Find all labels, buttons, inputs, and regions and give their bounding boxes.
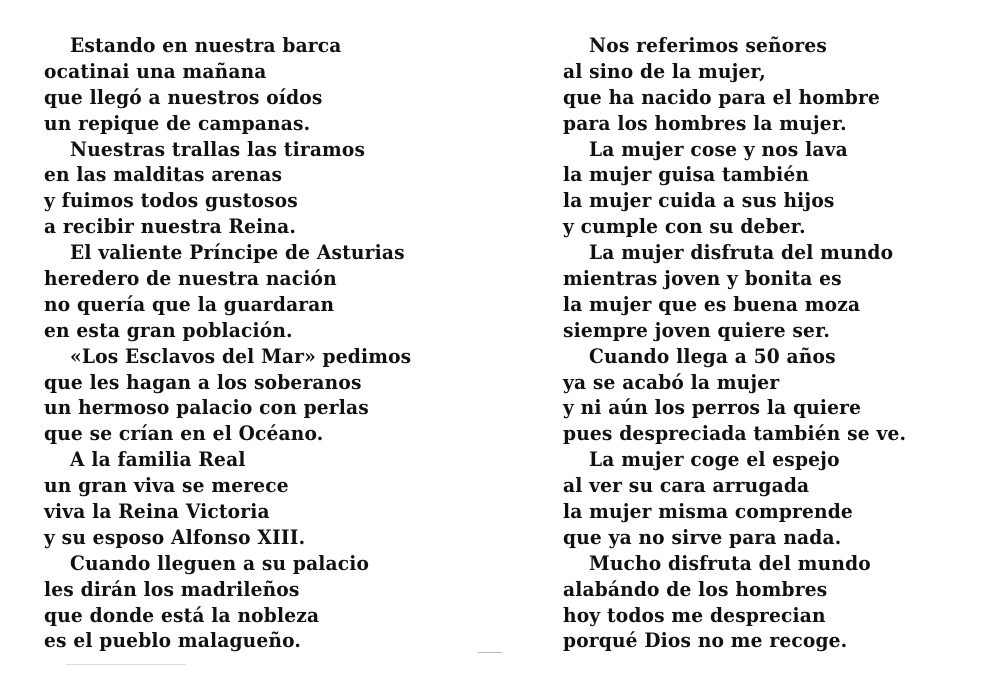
poem-line: la mujer guisa también (563, 162, 810, 187)
poem-line: que donde está la nobleza (44, 602, 320, 627)
poem-line: La mujer cose y nos lava (589, 136, 848, 161)
scan-smudge (66, 664, 186, 665)
poem-line: hoy todos me desprecian (563, 602, 826, 627)
left-poem-column (44, 33, 464, 654)
poem-line: la mujer cuida a sus hijos (563, 188, 835, 213)
poem-line: en las malditas arenas (44, 162, 283, 187)
poem-line: que se crían en el Océano. (44, 421, 324, 446)
poem-line: un repique de campanas. (44, 110, 311, 135)
poem-line: porqué Dios no me recoge. (563, 628, 848, 653)
poem-line: que ya no sirve para nada. (563, 524, 842, 549)
poem-line: pues despreciada también se ve. (563, 421, 907, 446)
poem-line: la mujer que es buena moza (563, 291, 861, 316)
poem-line: Mucho disfruta del mundo (589, 550, 871, 575)
poem-line: es el pueblo malagueño. (44, 628, 302, 653)
poem-line: les dirán los madrileños (44, 576, 300, 601)
poem-line: heredero de nuestra nación (44, 266, 337, 291)
poem-line: ya se acabó la mujer (563, 369, 780, 394)
poem-line: no quería que la guardaran (44, 291, 335, 316)
poem-line: «Los Esclavos del Mar» pedimos (70, 343, 412, 368)
poem-line: y cumple con su deber. (563, 214, 806, 239)
poem-line: Cuando llega a 50 años (589, 343, 836, 368)
poem-line: en esta gran población. (44, 317, 293, 342)
poem-line: a recibir nuestra Reina. (44, 214, 297, 239)
poem-line: El valiente Príncipe de Asturias (70, 240, 405, 265)
poem-line: y su esposo Alfonso XIII. (44, 524, 306, 549)
poem-line: un hermoso palacio con perlas (44, 395, 369, 420)
scan-smudge (478, 652, 502, 653)
poem-line: viva la Reina Victoria (44, 499, 270, 524)
poem-line: Nos referimos señores (589, 33, 828, 57)
poem-line: al ver su cara arrugada (563, 473, 810, 498)
poem-line: al sino de la mujer, (563, 58, 766, 83)
poem-line: ocatinai una mañana (44, 58, 267, 83)
poem-line: un gran viva se merece (44, 473, 289, 498)
poem-line: La mujer coge el espejo (589, 447, 840, 472)
right-poem-column (563, 33, 963, 654)
poem-line: La mujer disfruta del mundo (589, 240, 894, 265)
poem-line: Cuando lleguen a su palacio (70, 550, 370, 575)
poem-line: para los hombres la mujer. (563, 110, 847, 135)
poem-line: siempre joven quiere ser. (563, 317, 831, 342)
poem-line: alabándo de los hombres (563, 576, 828, 601)
poem-line: y ni aún los perros la quiere (563, 395, 862, 420)
poem-line: que llegó a nuestros oídos (44, 84, 323, 109)
poem-line: la mujer misma comprende (563, 499, 853, 524)
poem-line: y fuimos todos gustosos (44, 188, 298, 213)
poem-line: A la familia Real (70, 447, 246, 472)
poem-line: mientras joven y bonita es (563, 266, 842, 291)
poem-line: Estando en nuestra barca (70, 33, 342, 57)
poem-line: que ha nacido para el hombre (563, 84, 880, 109)
poem-line: Nuestras trallas las tiramos (70, 136, 366, 161)
poem-line: que les hagan a los soberanos (44, 369, 362, 394)
